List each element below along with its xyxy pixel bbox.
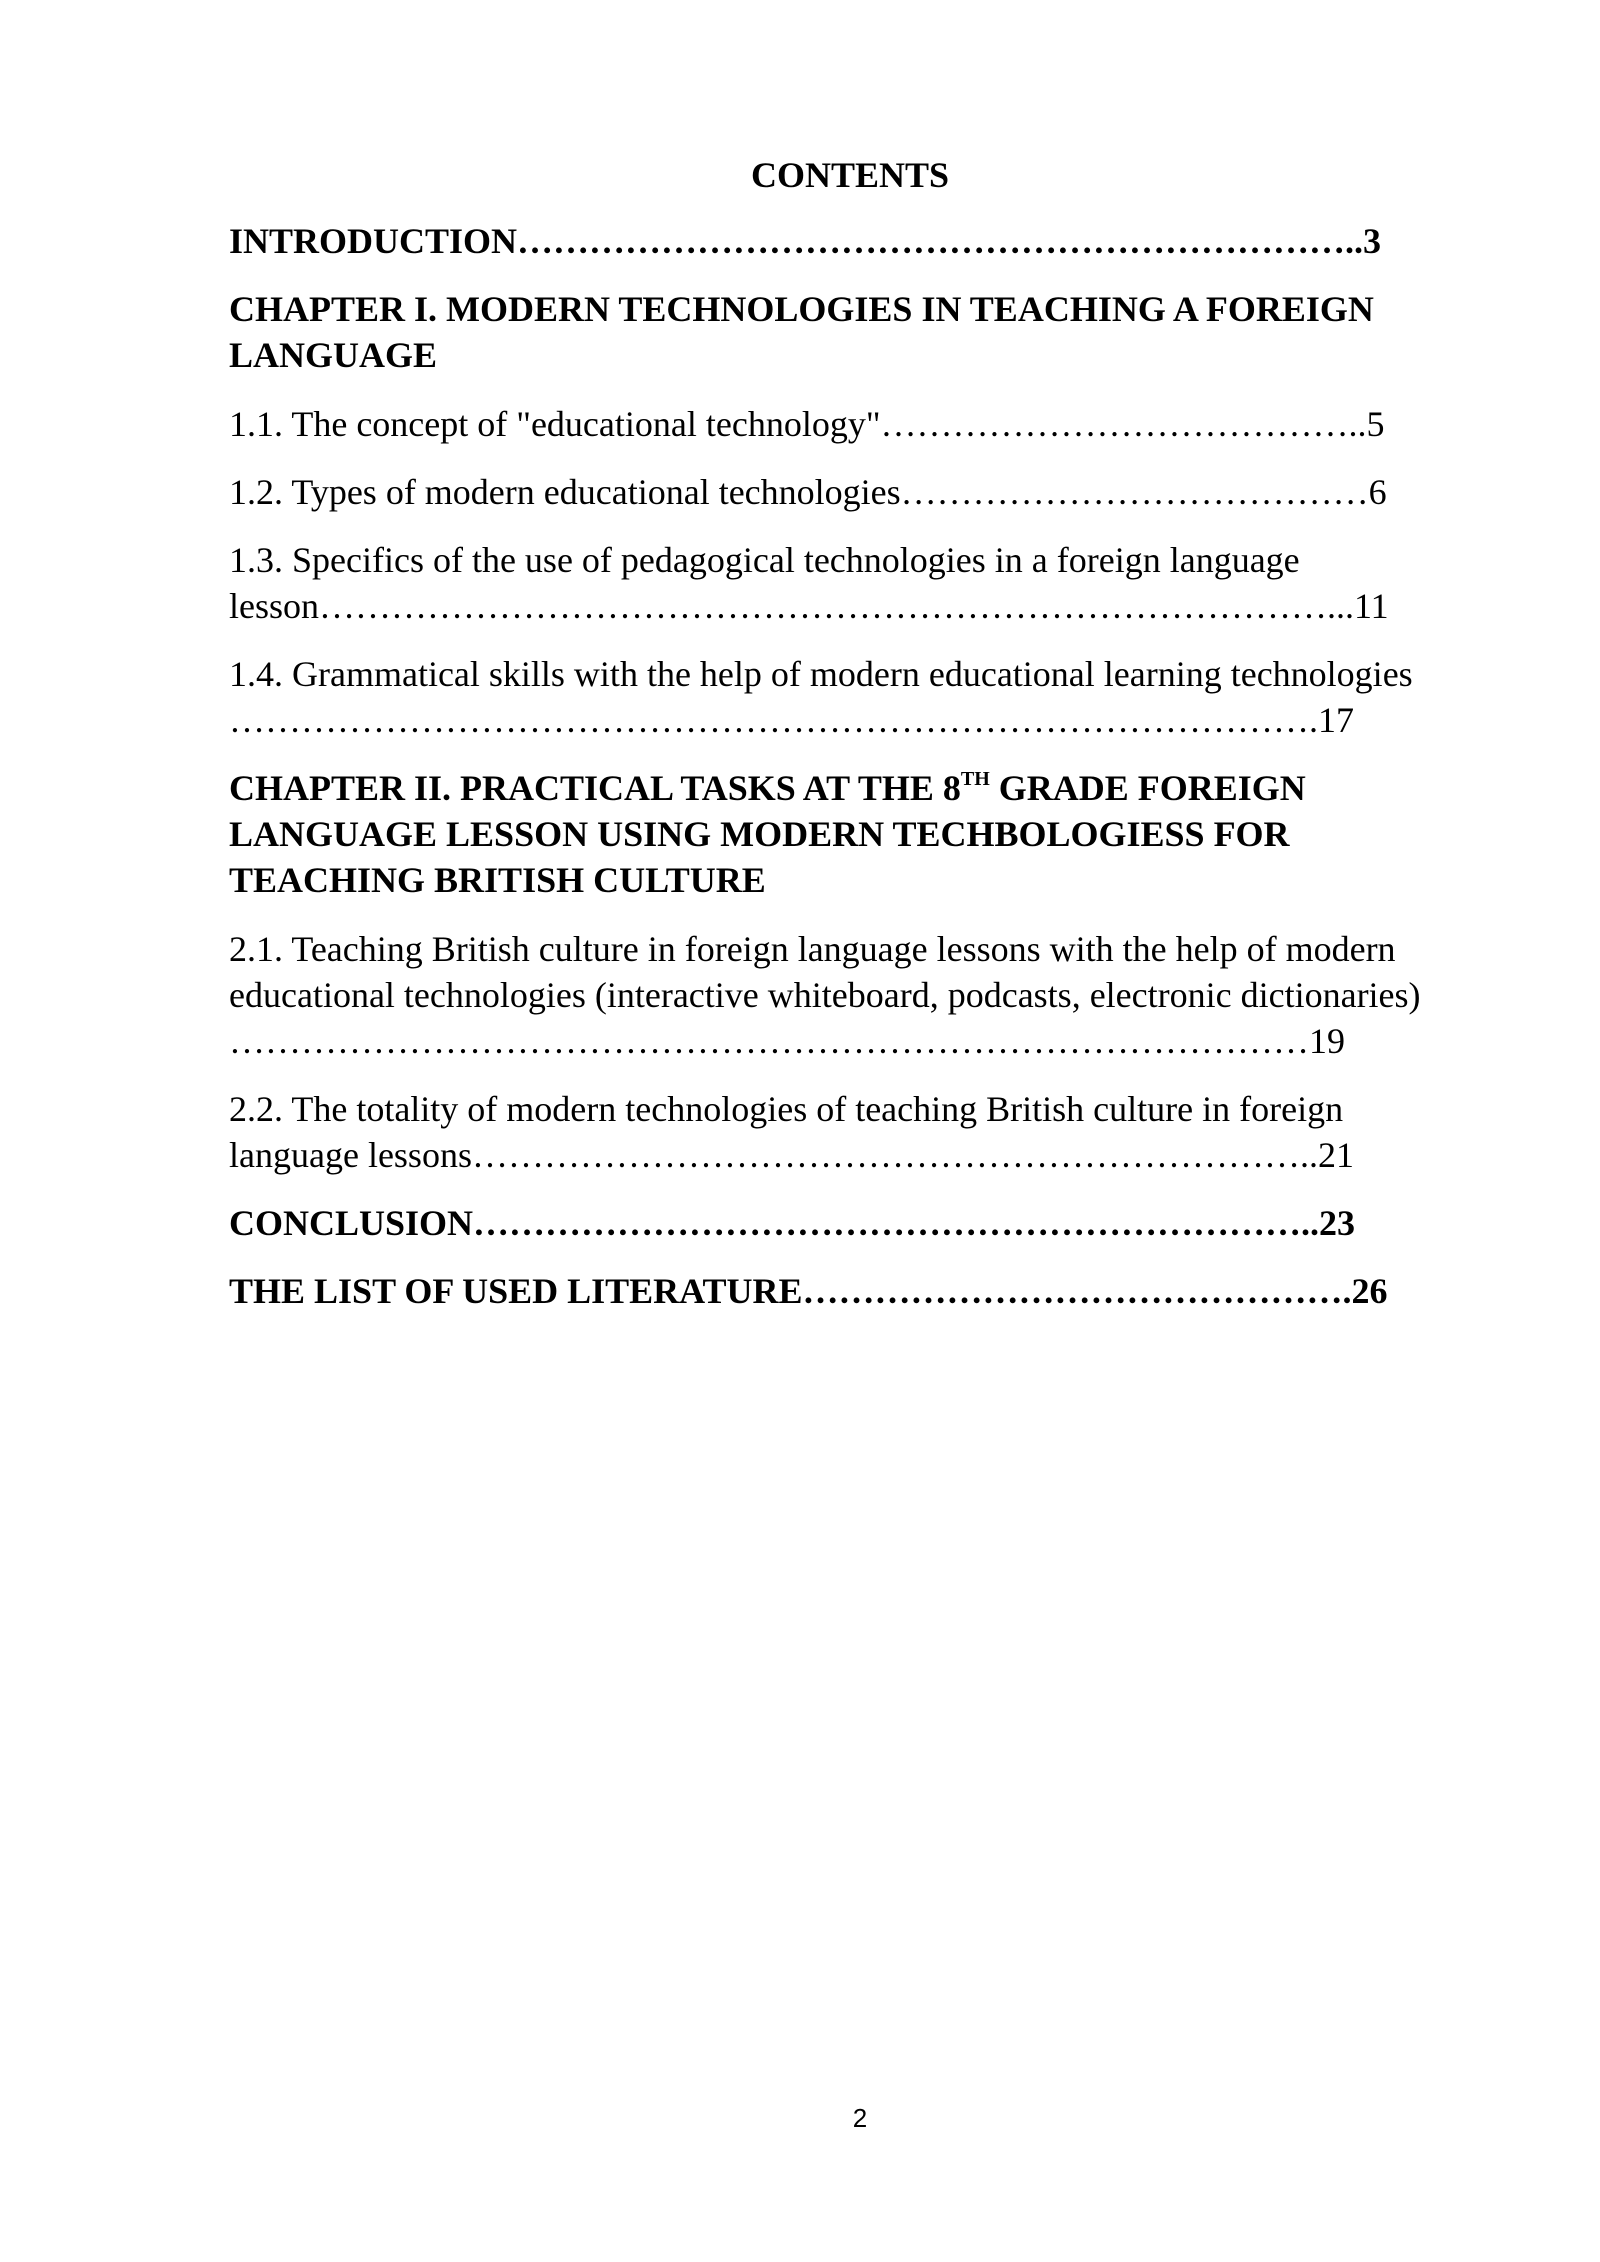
ordinal-superscript: TH	[960, 768, 990, 790]
toc-entry-2-2	[229, 1086, 1489, 1178]
toc-entry-1-3-line-1: 1.3. Specifics of the use of pedagogical technologies in a foreign language	[229, 540, 1300, 580]
toc-entry-introduction	[229, 218, 1489, 264]
toc-entry-chapter-2-line-1	[229, 765, 1489, 811]
toc-entry-chapter-2-line-3: TEACHING BRITISH CULTURE	[229, 860, 766, 900]
page-number: 2	[852, 2103, 868, 2133]
toc-entry-chapter-1	[229, 286, 1489, 378]
toc-entry-chapter-2	[229, 765, 1489, 903]
contents-title: CONTENTS	[750, 155, 950, 195]
toc-entry-2-2-line-2: language lessons……………………………………………………………..21	[229, 1135, 1354, 1175]
toc-entry-1-3	[229, 537, 1489, 629]
toc-entry-2-2-line-1: 2.2. The totality of modern technologies of teaching British culture in foreign	[229, 1089, 1344, 1129]
toc-entry-1-4-line-2: ……………………………………………………………………………….17	[229, 700, 1354, 740]
toc-entry-chapter-2-line-1-end: GRADE FOREIGN	[989, 768, 1306, 808]
toc-entry-2-1-line-1: 2.1. Teaching British culture in foreign language lessons with the help of modern	[229, 929, 1396, 969]
toc-entry-1-1-text: 1.1. The concept of "educational technology"…………………………………..5	[229, 404, 1385, 444]
toc-entry-1-2-text: 1.2. Types of modern educational technologies…………………………………6	[229, 472, 1387, 512]
toc-entry-chapter-2-line-1-start: CHAPTER II. PRACTICAL TASKS AT THE 8	[229, 768, 961, 808]
toc-entry-1-1	[229, 401, 1489, 447]
toc-entry-literature-text: THE LIST OF USED LITERATURE……………………………………….26	[229, 1271, 1388, 1311]
toc-entry-1-2	[229, 469, 1489, 515]
toc-entry-introduction-text: INTRODUCTION……………………………………………………………..3	[229, 221, 1382, 261]
toc-entry-literature	[229, 1268, 1489, 1314]
toc-entry-chapter-1-line-1: CHAPTER I. MODERN TECHNOLOGIES IN TEACHING A FOREIGN	[229, 289, 1374, 329]
toc-entry-2-1	[229, 926, 1489, 1064]
toc-entry-1-4	[229, 651, 1489, 743]
toc-entry-chapter-1-line-2: LANGUAGE	[229, 335, 438, 375]
toc-entry-1-3-line-2: lesson…………………………………………………………………………...11	[229, 586, 1389, 626]
toc-entry-chapter-2-line-2: LANGUAGE LESSON USING MODERN TECHBOLOGIESS FOR	[229, 814, 1290, 854]
table-of-contents	[229, 218, 1489, 1336]
toc-entry-conclusion-text: CONCLUSION……………………………………………………………..23	[229, 1203, 1356, 1243]
toc-entry-conclusion	[229, 1200, 1489, 1246]
toc-entry-2-1-line-3: ………………………………………………………………………………19	[229, 1021, 1345, 1061]
toc-entry-2-1-line-2: educational technologies (interactive whiteboard, podcasts, electronic dictionaries)	[229, 975, 1421, 1015]
toc-entry-1-4-line-1: 1.4. Grammatical skills with the help of modern educational learning technologies	[229, 654, 1413, 694]
